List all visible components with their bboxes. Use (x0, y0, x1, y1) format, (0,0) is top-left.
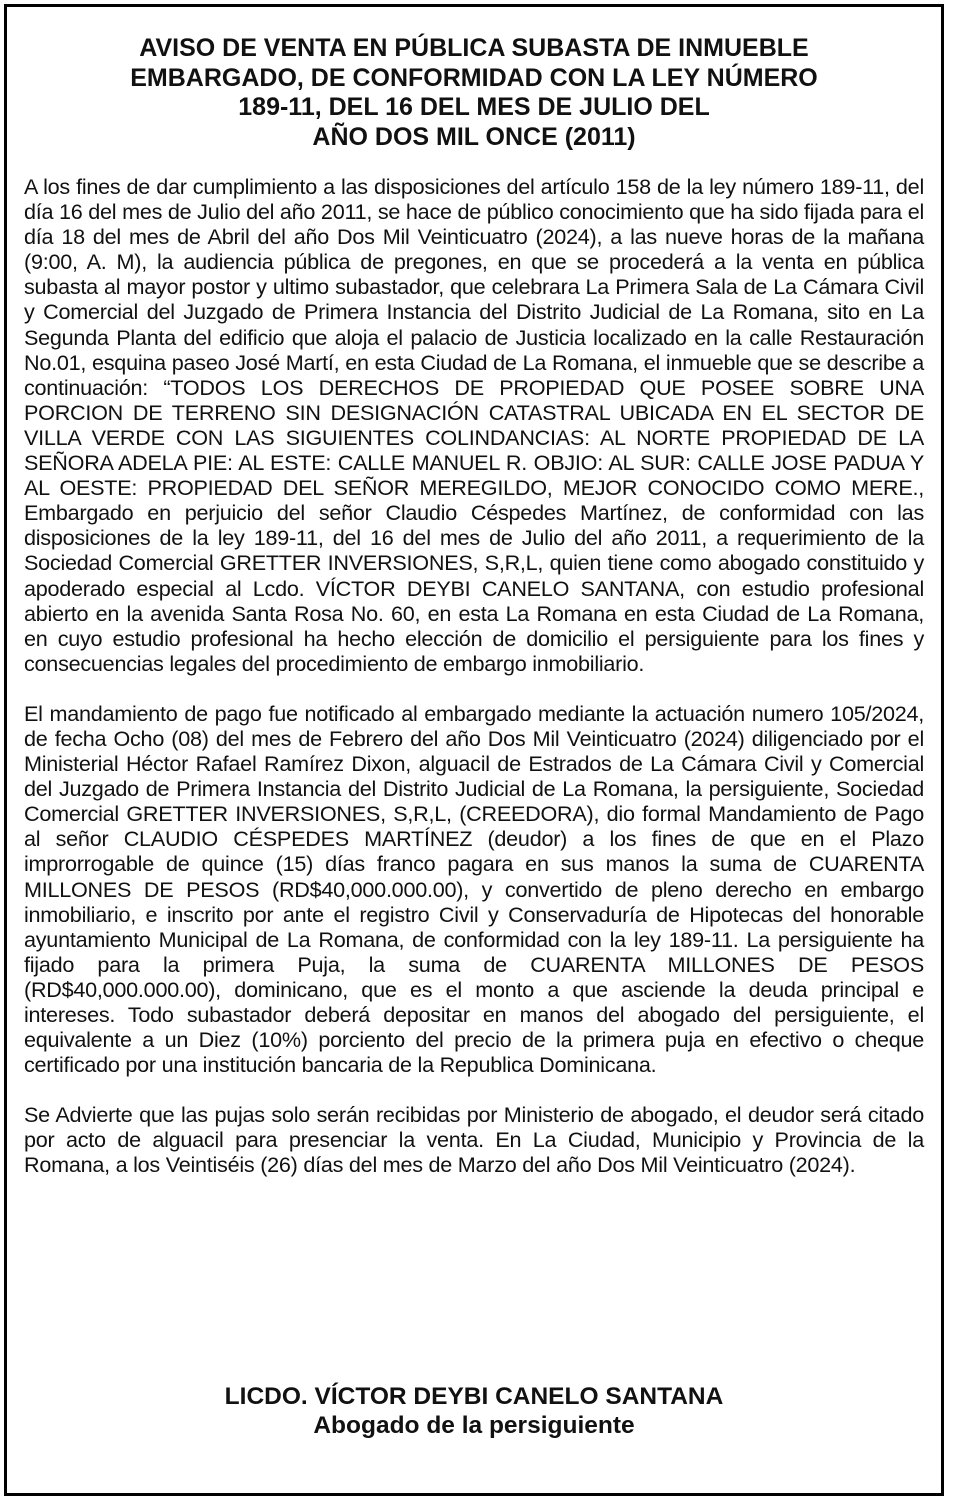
signature-name: LICDO. VÍCTOR DEYBI CANELO SANTANA (224, 1383, 724, 1410)
paragraph-sale-announcement: A los fines de dar cumplimiento a las disposiciones del artículo 158 de la ley número 189-11, del día 16 del mes de Julio del año 2011, se hace de público conocimiento que ha sido fijada para el día 18 del mes de Abril del año Dos Mil Veinticuatro (2024), a las nueve horas de la mañana (9:00, A. M), la audiencia pública de pregones, en que se procederá a la venta en pública subasta al mayor postor y ultimo subastador, que celebrara La Primera Sala de La Cámara Civil y Comercial del Juzgado de Primera Instancia del Distrito Judicial de La Romana, sito en La Segunda Planta del edificio que aloja el palacio de Justicia localizado en la calle Restauración No.01, esquina paseo José Martí, en esta Ciudad de La Romana, el inmueble que se describe a continuación: “TODOS LOS DERECHOS DE PROPIEDAD QUE POSEE SOBRE UNA PORCION DE TERRENO SIN DESIGNACIÓN CATASTRAL UBICADA EN EL SECTOR DE VILLA VERDE CON LAS SIGUIENTES COLINDANCIAS: AL NORTE PROPIEDAD DE LA SEÑORA ADELA PIE: AL ESTE: CALLE MANUEL R. OBJIO: AL SUR: CALLE JOSE PADUA Y AL OESTE: PROPIEDAD DEL SEÑOR MEREGILDO, MEJOR CONOCIDO COMO MERE., Embargado en perjuicio del señor Claudio Céspedes Martínez, de conformidad con las disposiciones de la ley 189-11, del 16 del mes de Julio del año 2011, a requerimiento de la Sociedad Comercial GRETTER INVERSIONES, S,R,L, quien tiene como abogado constituido y apoderado especial al Lcdo. VÍCTOR DEYBI CANELO SANTANA, con estudio profesional abierto en la avenida Santa Rosa No. 60, en esta La Romana en esta Ciudad de La Romana, en cuyo estudio profesional ha hecho elección de domicilio el persiguiente para los fines y consecuencias legales del procedimiento de embargo inmobiliario. (24, 174, 924, 676)
paragraph-payment-order: El mandamiento de pago fue notificado al embargado mediante la actuación numero 105/2024, de fecha Ocho (08) del mes de Febrero del año Dos Mil Veinticuatro (2024) diligenciado por el Ministerial Héctor Rafael Ramírez Dixon, alguacil de Estrados de La Cámara Civil y Comercial del Juzgado de Primera Instancia del Distrito Judicial de La Romana, la persiguiente, Sociedad Comercial GRETTER INVERSIONES, S,R,L, (CREEDORA), dio formal Mandamiento de Pago al señor CLAUDIO CÉSPEDES MARTÍNEZ (deudor) a los fines de que en el Plazo improrrogable de quince (15) días franco pagara en sus manos la suma de CUARENTA MILLONES DE PESOS (RD$40,000.000.00), y convertido de pleno derecho en embargo inmobiliario, e inscrito por ante el registro Civil y Conservaduría de Hipotecas del honorable ayuntamiento Municipal de La Romana, de conformidad con la ley 189-11. La persiguiente ha fijado para la primera Puja, la suma de CUARENTA MILLONES DE PESOS (RD$40,000.000.00), dominicano, que es el monto a que asciende la deuda principal e intereses. Todo subastador deberá depositar en manos del abogado del persiguiente, el equivalente a un Diez (10%) porciento del precio de la primera puja en efectivo o cheque certificado por una institución bancaria de la Republica Dominicana. (24, 700, 924, 1078)
title-line: EMBARGADO, DE CONFORMIDAD CON LA LEY NÚMERO (130, 63, 818, 92)
paragraph-warning: Se Advierte que las pujas solo serán recibidas por Ministerio de abogado, el deudor será citado por acto de alguacil para presenciar la venta. En La Ciudad, Municipio y Provincia de la Romana, a los Veintiséis (26) días del mes de Marzo del año Dos Mil Veinticuatro (2024). (24, 1102, 924, 1178)
signature-block (7, 1382, 941, 1440)
signature-role: Abogado de la persiguiente (313, 1412, 635, 1439)
notice-title (67, 34, 881, 152)
title-line: AÑO DOS MIL ONCE (2011) (312, 122, 636, 151)
legal-notice (4, 4, 944, 1496)
notice-body (24, 174, 924, 1203)
title-line: AVISO DE VENTA EN PÚBLICA SUBASTA DE INMUEBLE (139, 34, 809, 62)
title-line: 189-11, DEL 16 DEL MES DE JULIO DEL (238, 93, 710, 121)
